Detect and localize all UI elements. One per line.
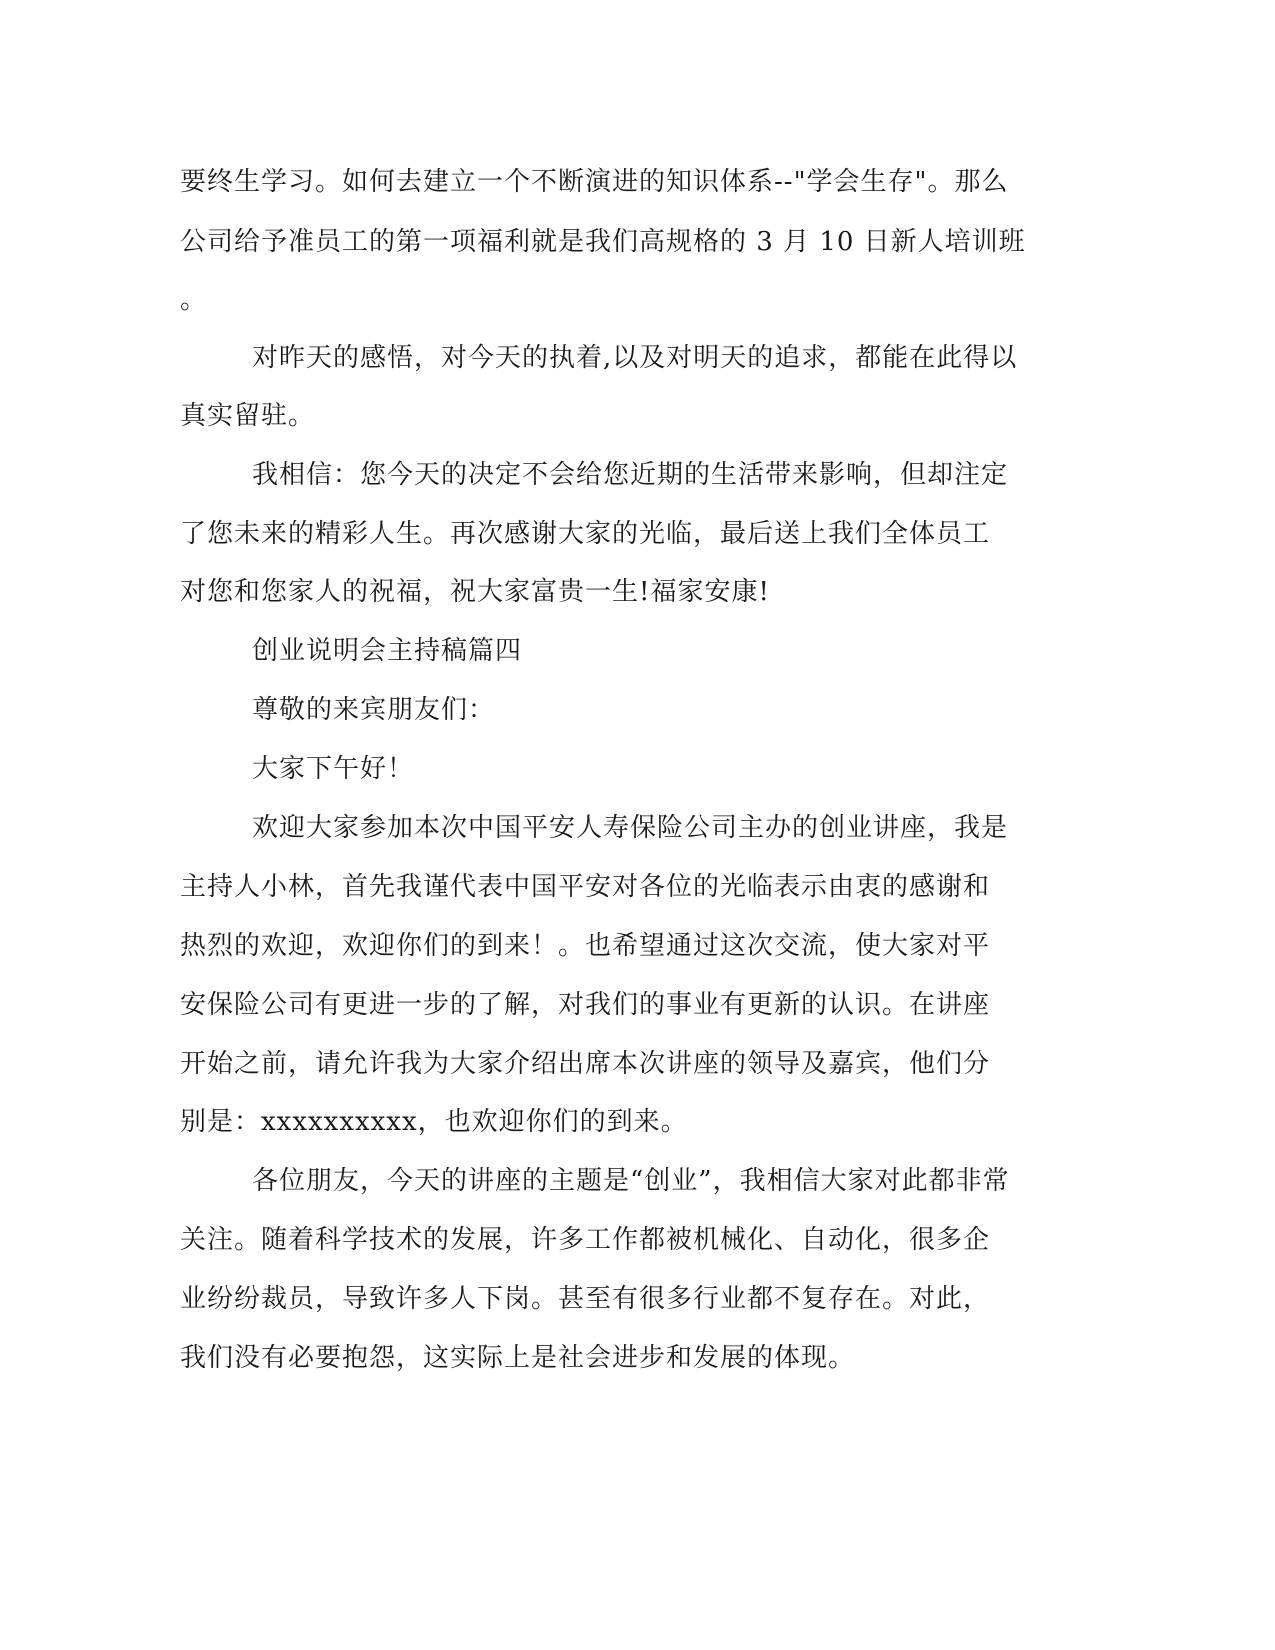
body-text-line: 业纷纷裁员，导致许多人下岗。甚至有很多行业都不复存在。对此， bbox=[180, 1284, 991, 1314]
body-text-line: 真实留驻。 bbox=[180, 401, 316, 431]
body-text-line: 关注。随着科学技术的发展，许多工作都被机械化、自动化，很多企 bbox=[180, 1225, 991, 1255]
body-text-line: 对您和您家人的祝福，祝大家富贵一生!福家安康! bbox=[180, 577, 770, 607]
body-text-line: 我们没有必要抱怨，这实际上是社会进步和发展的体现。 bbox=[180, 1343, 856, 1373]
body-text-line: 了您未来的精彩人生。再次感谢大家的光临，最后送上我们全体员工 bbox=[180, 519, 991, 549]
body-text-line: 。 bbox=[180, 285, 208, 315]
body-text-line: 我相信：您今天的决定不会给您近期的生活带来影响，但却注定 bbox=[252, 460, 1009, 490]
section-heading: 创业说明会主持稿篇四 bbox=[252, 636, 523, 666]
greeting: 大家下午好！ bbox=[252, 754, 415, 784]
body-text-line: 别是：xxxxxxxxxx，也欢迎你们的到来。 bbox=[180, 1107, 688, 1137]
salutation: 尊敬的来宾朋友们： bbox=[252, 695, 496, 725]
body-text-line: 公司给予准员工的第一项福利就是我们高规格的 3 月 10 日新人培训班 bbox=[180, 227, 1026, 257]
body-text-line: 要终生学习。如何去建立一个不断演进的知识体系--"学会生存"。那么 bbox=[180, 167, 1009, 197]
body-text-line: 安保险公司有更进一步的了解，对我们的事业有更新的认识。在讲座 bbox=[180, 990, 991, 1020]
body-text-line: 开始之前，请允许我为大家介绍出席本次讲座的领导及嘉宾，他们分 bbox=[180, 1049, 991, 1079]
body-text-line: 主持人小林，首先我谨代表中国平安对各位的光临表示由衷的感谢和 bbox=[180, 872, 991, 902]
body-text-line: 欢迎大家参加本次中国平安人寿保险公司主办的创业讲座，我是 bbox=[252, 813, 1009, 843]
body-text-line: 热烈的欢迎，欢迎你们的到来！。也希望通过这次交流，使大家对平 bbox=[180, 931, 991, 961]
body-text-line: 对昨天的感悟，对今天的执着,以及对明天的追求，都能在此得以 bbox=[252, 343, 1018, 373]
body-text-line: 各位朋友，今天的讲座的主题是“创业”，我相信大家对此都非常 bbox=[252, 1166, 1010, 1196]
